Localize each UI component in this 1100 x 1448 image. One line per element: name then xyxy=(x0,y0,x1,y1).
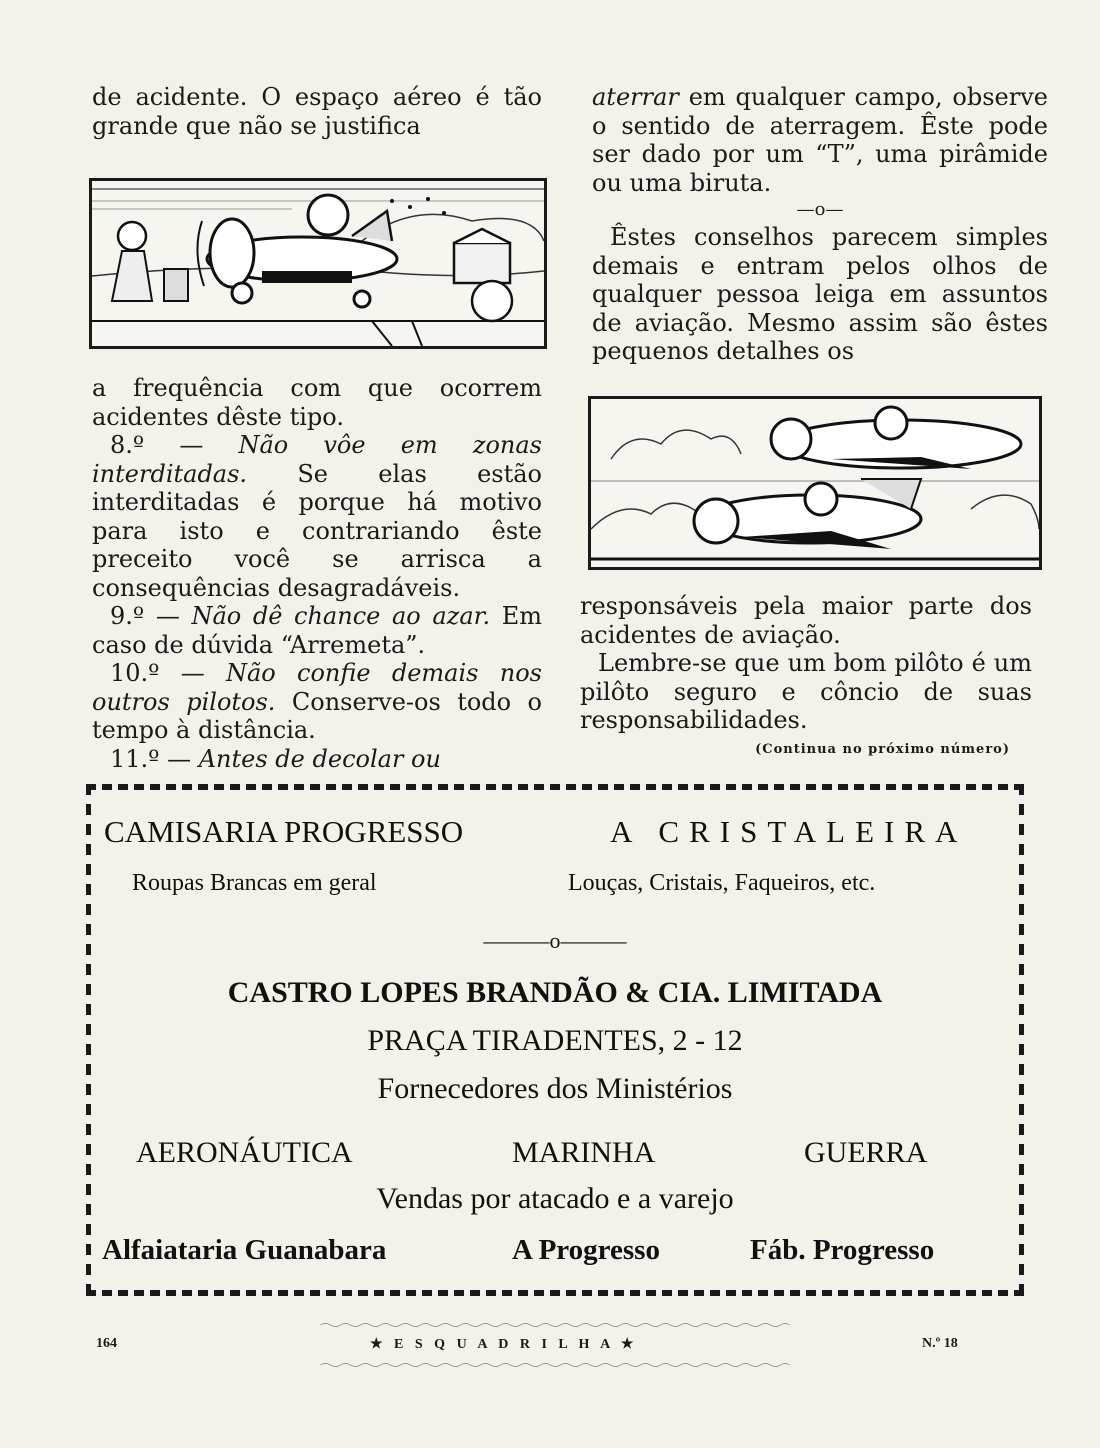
cartoon-illustration-two-airplanes xyxy=(588,396,1042,570)
rule-11: 11.º — Antes de decolar ou xyxy=(110,744,441,773)
left-column-bottom xyxy=(92,374,542,773)
left-column-top xyxy=(92,83,542,140)
ad-store-fab-progresso: Fáb. Progresso xyxy=(750,1234,935,1266)
footer-wavy-line xyxy=(86,1362,1024,1368)
ad-camisaria-title: CAMISARIA PROGRESSO xyxy=(104,814,464,849)
ad-ministry-marinha: MARINHA xyxy=(512,1136,656,1169)
dashed-border xyxy=(86,1290,1024,1296)
ad-separator: ———o——— xyxy=(483,928,627,953)
paragraph: a frequência com que ocorrem acidentes dêste tipo. xyxy=(92,374,542,431)
advertisement-box xyxy=(86,784,1024,1296)
issue-number: N.º 18 xyxy=(922,1336,958,1351)
paragraph: Êstes conselhos parecem simples demais e entram pelos olhos de qualquer pessoa leiga em assuntos de aviação. Mesmo assim são êstes pequenos detalhes os xyxy=(592,223,1048,365)
dashed-border xyxy=(86,784,1024,790)
paragraph: aterrar em qualquer campo, observe o sentido de aterragem. Êste pode ser dado por um “T”, uma pirâmide ou uma biruta. xyxy=(592,83,1048,197)
cartoon-illustration-airplane-takeoff xyxy=(89,178,547,349)
footer-wavy-line xyxy=(86,1322,1024,1328)
footer xyxy=(86,1336,1024,1356)
ad-sales: Vendas por atacado e a varejo xyxy=(376,1182,734,1215)
ad-suppliers: Fornecedores dos Ministérios xyxy=(377,1072,733,1105)
ad-ministry-aeronautica: AERONÁUTICA xyxy=(136,1136,353,1169)
paragraph: responsáveis pela maior parte dos acidentes de aviação. xyxy=(580,592,1032,649)
ad-ministry-guerra: GUERRA xyxy=(804,1136,928,1169)
right-column-bottom xyxy=(580,592,1032,765)
rule-9: 9.º — Não dê chance ao azar. Em caso de dúvida “Arremeta”. xyxy=(92,602,542,659)
right-column-top xyxy=(592,83,1048,366)
page-number: 164 xyxy=(96,1336,117,1351)
magazine-title: ★ E S Q U A D R I L H A ★ xyxy=(370,1337,638,1352)
ad-store-progresso: A Progresso xyxy=(512,1234,660,1266)
paragraph: de acidente. O espaço aéreo é tão grande que não se justifica xyxy=(92,83,542,140)
ad-camisaria-sub: Roupas Brancas em geral xyxy=(132,870,377,896)
ad-address: PRAÇA TIRADENTES, 2 - 12 xyxy=(367,1024,743,1057)
rule-10: 10.º — Não confie demais nos outros pilotos. Conserve-os todo o tempo à distância. xyxy=(92,659,543,744)
rule-8: 8.º — Não vôe em zonas interditadas. Se elas estão interditadas é porque há motivo para isto e contrariando êste preceito você se arrisca a consequências desagradáveis. xyxy=(92,431,542,602)
ad-company: CASTRO LOPES BRANDÃO & CIA. LIMITADA xyxy=(227,976,883,1009)
continua-note: (Continua no próximo número) xyxy=(755,741,1010,757)
ad-store-alfaiataria: Alfaiataria Guanabara xyxy=(102,1234,387,1266)
ad-cristaleira-sub: Louças, Cristais, Faqueiros, etc. xyxy=(568,870,876,896)
paragraph: Lembre-se que um bom pilôto é um pilôto seguro e côncio de suas responsabilidades. xyxy=(580,649,1032,734)
ad-cristaleira-title: A CRISTALEIRA xyxy=(610,814,968,849)
separator: —o— xyxy=(796,199,844,220)
